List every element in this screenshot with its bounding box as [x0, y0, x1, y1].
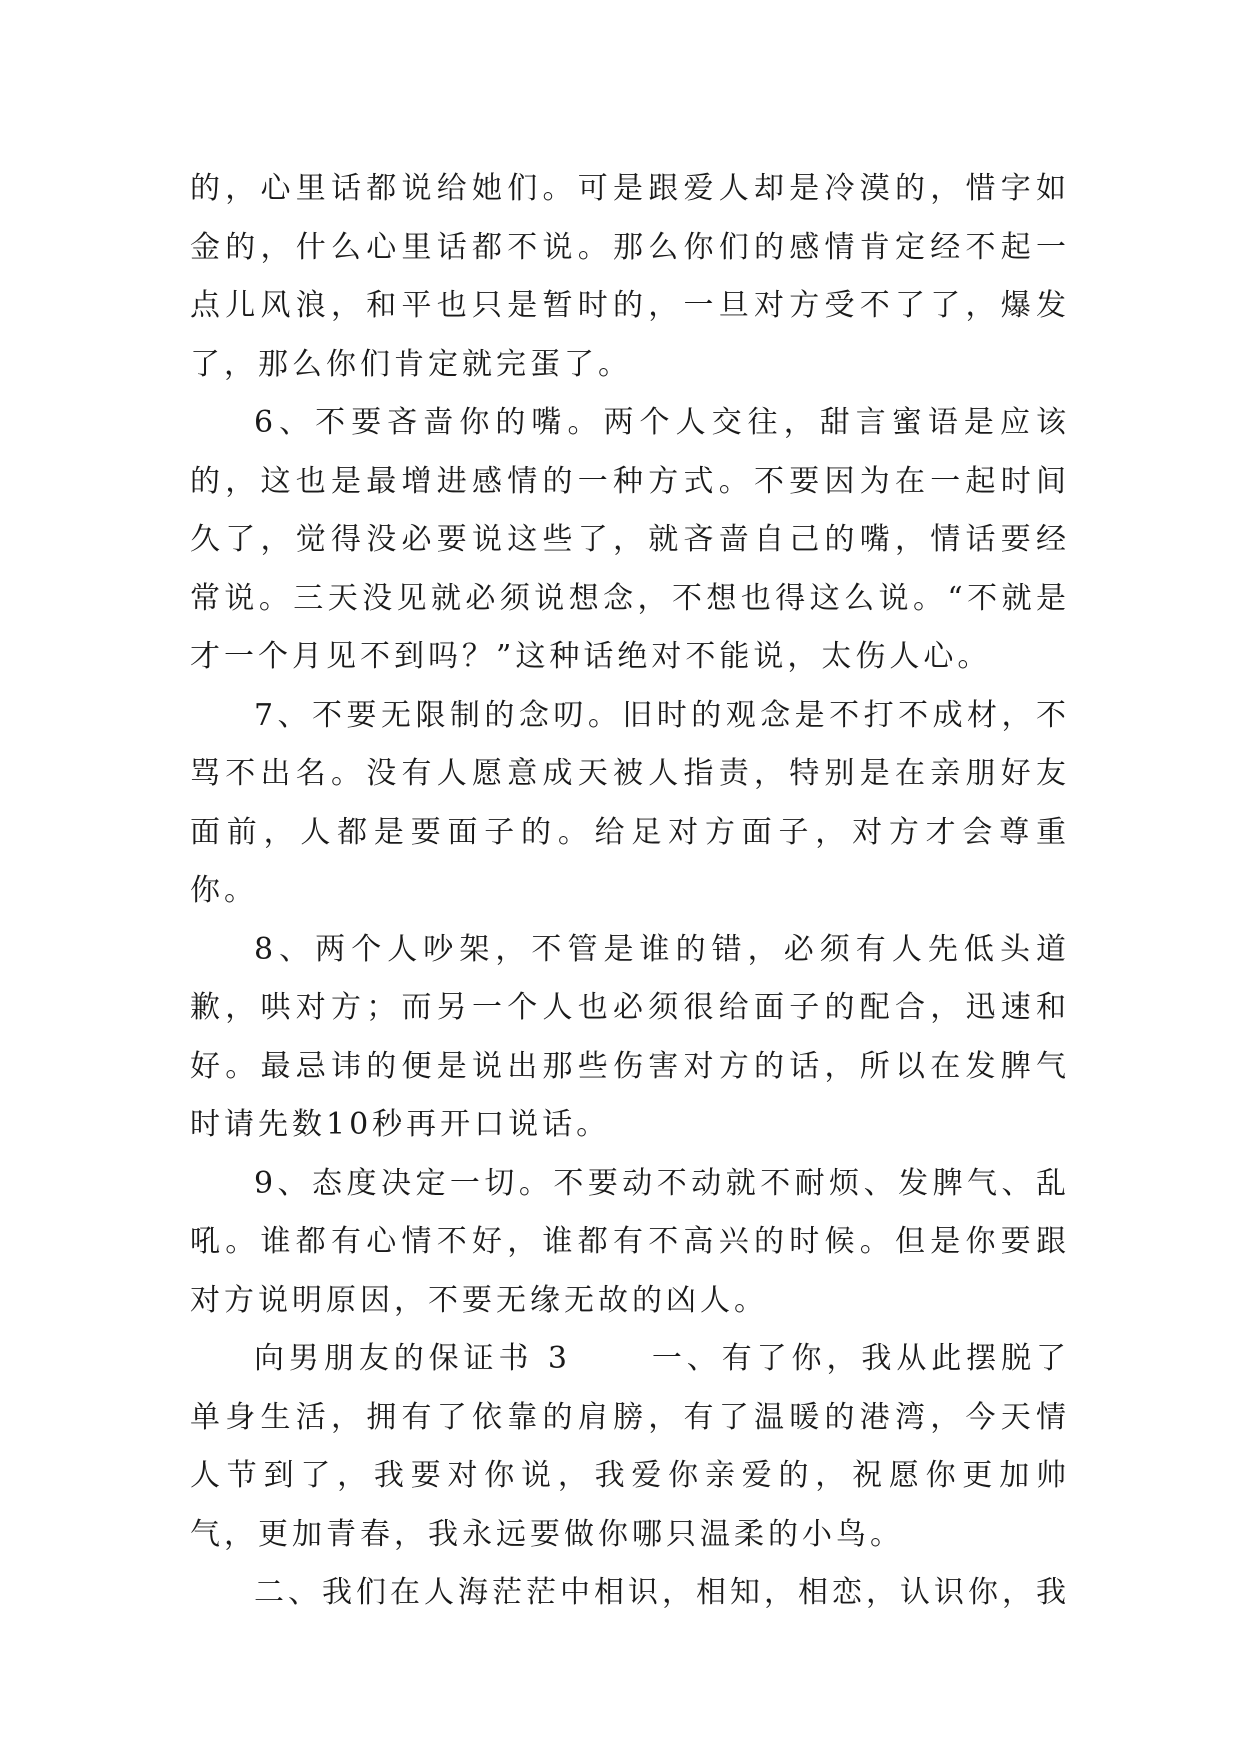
paragraph-item-6: 6、不要吝啬你的嘴。两个人交往，甜言蜜语是应该的，这也是最增进感情的一种方式。不要因为在一起时间久了，觉得没必要说这些了，就吝啬自己的嘴，情话要经常说。三天没见就必须说想念，不想也得这么说。“不就是才一个月见不到吗？”这种话绝对不能说，太伤人心。	[190, 405, 1070, 674]
section-heading: 向男朋友的保证书 3	[254, 1341, 571, 1376]
paragraph-continuation: 的，心里话都说给她们。可是跟爱人却是冷漠的，惜字如金的，什么心里话都不说。那么你们的感情肯定经不起一点儿风浪，和平也只是暂时的，一旦对方受不了了，爆发了，那么你们肯定就完蛋了。	[190, 171, 1070, 382]
section-first-paragraph: 一、有了你，我从此摆脱了单身生活，拥有了依靠的肩膀，有了温暖的港湾，今天情人节到了，我要对你说，我爱你亲爱的，祝愿你更加帅气，更加青春，我永远要做你哪只温柔的小鸟。	[190, 1341, 1071, 1552]
paragraph-item-8: 8、两个人吵架，不管是谁的错，必须有人先低头道歉，哄对方；而另一个人也必须很给面子的配合，迅速和好。最忌讳的便是说出那些伤害对方的话，所以在发脾气时请先数10秒再开口说话。	[190, 931, 1070, 1142]
document-body	[190, 160, 1070, 1623]
section-paragraph	[190, 1330, 1070, 1564]
paragraph-item-9: 9、态度决定一切。不要动不动就不耐烦、发脾气、乱吼。谁都有心情不好，谁都有不高兴的时候。但是你要跟对方说明原因，不要无缘无故的凶人。	[190, 1165, 1070, 1318]
paragraph-item-7: 7、不要无限制的念叨。旧时的观念是不打不成材，不骂不出名。没有人愿意成天被人指责，特别是在亲朋好友面前，人都是要面子的。给足对方面子，对方才会尊重你。	[190, 697, 1070, 908]
paragraph-last: 二、我们在人海茫茫中相识，相知，相恋，认识你，我	[254, 1575, 1070, 1610]
